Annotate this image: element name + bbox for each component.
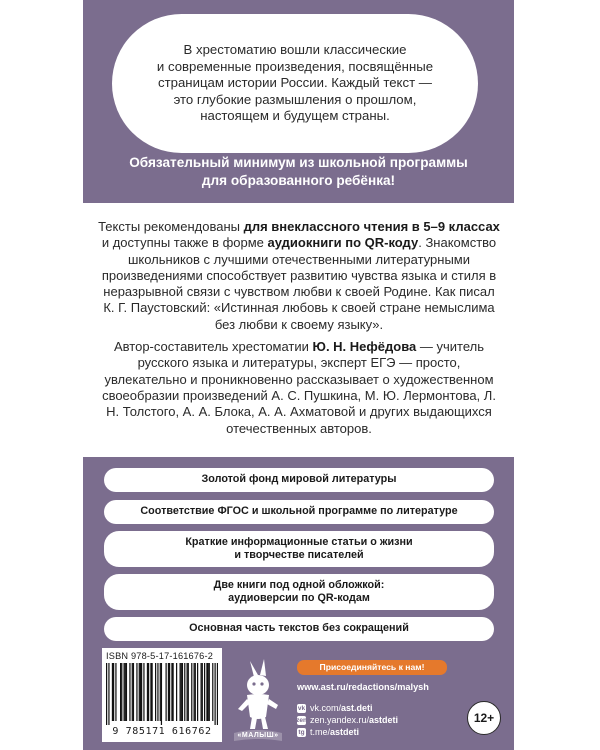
barcode-bar [125,663,126,721]
publisher-name: «МАЛЫШ» [237,732,279,739]
barcode-bar [180,663,181,721]
barcode-bar [143,663,144,721]
text-run: — учитель русского языка и литературы, эксперт ЕГЭ — просто, увлекательно и проникновенно рассказывает о художественном своеобразии произведений А. С. Пушкина, М. Ю. Лермонтова, Л. Н. Толстого, А. А. Блока, А. А. Ахматовой и других выдающихся отечественных авторов. [102,339,496,436]
barcode-block [102,648,222,742]
barcode-bar [157,663,158,721]
description-paragraph-1 [96,219,502,333]
barcode-bar [136,663,137,721]
barcode-bar [202,663,203,721]
barcode-bar [184,663,185,721]
barcode-bar [121,663,122,721]
barcode-bar [217,663,218,725]
barcode-bar [197,663,198,721]
barcode-bar [115,663,116,721]
feature-item [104,531,494,567]
barcode-bar [112,663,113,721]
intro-bubble [112,14,478,153]
barcode-image [106,663,218,725]
intro-text [157,42,433,125]
feature-line: Основная часть текстов без сокращений [189,622,409,635]
intro-line: страницам истории России. Каждый текст — [158,75,432,91]
text-run: . [418,235,422,251]
barcode-bar [152,663,153,721]
feature-item [104,617,494,641]
barcode-bar [176,663,177,721]
barcode-bar [173,663,174,721]
intro-line: настоящем и будущем страны. [200,108,390,124]
social-vk-handle: ast.deti [341,703,373,713]
barcode-bar [215,663,216,725]
barcode-bar [182,663,183,721]
barcode-bar [126,663,127,721]
barcode-bar [124,663,125,721]
barcode-bar [140,663,141,721]
barcode-bar [168,663,169,721]
barcode-bar [106,663,107,725]
feature-item [104,500,494,524]
barcode-bar [120,663,121,721]
barcode-bar [161,663,162,725]
description-paragraph-2 [96,339,502,437]
social-zen-prefix: zen.yandex.ru/ [310,715,370,725]
barcode-bar [212,663,213,721]
barcode-number: 9 785171 616762 [112,726,212,737]
feature-line: и творчестве писателей [234,549,364,561]
intro-line: это глубокие размышления о прошлом, [173,91,417,107]
barcode-bar [171,663,172,721]
intro-line: В хрестоматию вошли классические [183,42,407,58]
social-telegram-prefix: t.me/ [310,727,331,737]
barcode-bar [147,663,148,721]
feature-line: аудиоверсии по QR-кодам [228,592,370,604]
barcode-bar [129,663,130,721]
feature-item [104,574,494,610]
social-vk-prefix: vk.com/ [310,703,342,713]
barcode-bar [133,663,134,721]
social-zen-handle: astdeti [369,715,399,725]
publisher-logo-icon [230,655,286,743]
description [96,219,502,443]
barcode-bar [204,663,205,721]
feature-line: Соответствие ФГОС и школьной программе по литературе [140,505,458,518]
barcode-bar [160,663,161,721]
social-telegram-handle: astdeti [330,727,360,737]
bold-run: аудиокниги по QR-коду [267,235,419,251]
barcode-bar [209,663,210,721]
feature-line: Две книги под одной обложкой: [213,578,385,591]
intro-line: и современные произведения, посвящённые [156,58,434,74]
barcode-bar [195,663,196,721]
barcode-bar [208,663,209,721]
age-rating-badge: 12+ [467,701,501,735]
telegram-icon: tg [298,728,305,736]
text-run: и доступны также в форме [101,235,268,251]
feature-item [104,468,494,492]
barcode-bar [148,663,149,721]
bold-run: для внеклассного чтения в 5–9 классах [243,219,500,234]
barcode-bar [139,663,140,721]
barcode-bar [187,663,188,721]
barcode-bar [141,663,142,721]
barcode-bar [155,663,156,721]
text-run: Тексты рекомендованы [98,219,244,234]
barcode-bar [132,663,133,721]
join-us-banner: Присоединяйтесь к нам! [297,660,447,675]
barcode-bar [108,663,109,725]
social-zen[interactable] [297,714,398,726]
zen-icon: zen [296,716,307,724]
isbn-text: ISBN 978-5-17-161676-2 [106,651,214,661]
tagline [83,154,514,190]
tagline-line: Обязательный минимум из школьной программы [129,155,468,170]
tagline-line: для образованного ребёнка! [201,173,396,188]
barcode-bar [181,663,182,721]
website-link[interactable]: www.ast.ru/redactions/malysh [297,682,429,692]
barcode-bar [194,663,195,721]
social-vk[interactable] [297,702,373,714]
barcode-bar [191,663,192,721]
feature-line: Золотой фонд мировой литературы [201,473,397,486]
feature-line: Краткие информационные статьи о жизни [185,535,413,548]
text-run: Автор-составитель хрестоматии [114,339,313,355]
author-name: Ю. Н. Нефёдова [312,339,417,355]
barcode-bar [113,663,114,721]
barcode-bar [206,663,207,721]
barcode-bar [169,663,170,721]
barcode-bar [150,663,151,721]
text-run: Знакомство школьников с лучшими отечественными литературными произведениями способствует развитию чувства языка и стиля в неразрывной связи с чувством любви к своей Родине. Как писал К. Г. Паустовский: «Истинная любовь к своей стране немыслима без любви к своему языку». [101,235,497,332]
barcode-bar [201,663,202,721]
barcode-bar [188,663,189,721]
social-telegram[interactable] [297,726,359,738]
vk-icon: vk [297,704,306,712]
barcode-bar [166,663,167,721]
